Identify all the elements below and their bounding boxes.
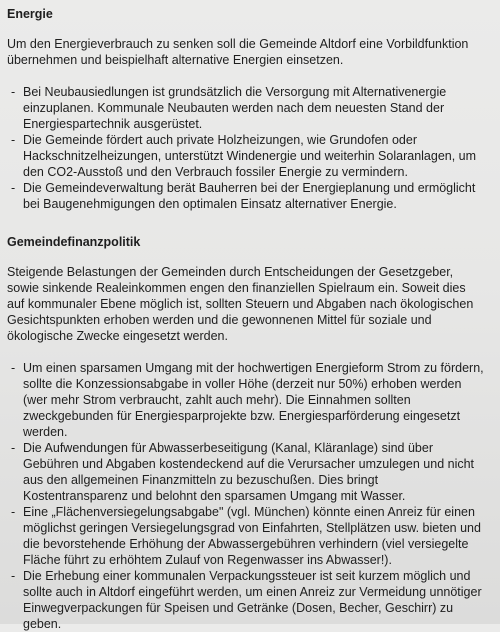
section-intro-gemeindefinanzpolitik: Steigende Belastungen der Gemeinden durch Entscheidungen der Gesetzgeber, sowie sinkende Realeinkommen engen den finanziellen Spielraum ein. Soweit dies auf kommunaler Ebene möglich ist, sollten Steuern und Abgaben nach ökologischen Gesichtspunkten erhoben werden und die gewonnenen Mittel für soziale und ökologische Zwecke eingesetzt werden.: [7, 265, 474, 343]
list-item: - Die Aufwendungen für Abwasserbeseitigung (Kanal, Kläranlage) sind über Gebühren und Abgaben kostendeckend auf die Verursacher umzulegen und nicht aus den allgemeinen Finanzmitteln zu bezuschußen. Dies bringt Kostentransparenz und belohnt den sparsamen Umgang mit Wasser.: [7, 440, 486, 504]
section-heading-gemeindefinanzpolitik: Gemeindefinanzpolitik: [7, 235, 141, 249]
section-intro-energie: Um den Energieverbrauch zu senken soll die Gemeinde Altdorf eine Vorbildfunktion übernehmen und beispielhaft alternative Energien einsetzen.: [7, 37, 469, 67]
list-item: - Um einen sparsamen Umgang mit der hochwertigen Energieform Strom zu fördern, sollte die Konzessionsabgabe in voller Höhe (derzeit nur 50%) erhoben werden (wer mehr Strom verbraucht, zahlt auch mehr). Die Einnahmen sollten zweckgebunden für Energiesparprojekte bzw. Energiesparförderung eingesetzt werden.: [7, 360, 486, 440]
list-item: - Die Erhebung einer kommunalen Verpackungssteuer ist seit kurzem möglich und sollte auch in Altdorf eingeführt werden, um einen Anreiz zur Vermeidung unnötiger Einwegverpackungen für Speisen und Getränke (Dosen, Becher, Geschirr) zu geben.: [7, 568, 486, 632]
list-item: - Eine „Flächenversiegelungsabgabe" (vgl. München) könnte einen Anreiz für einen möglichst geringen Versiegelungsgrad von Einfahrten, Stellplätzen usw. bieten und die bevorstehende Erhöhung der Abwassergebühren verhindern (viel versiegelte Fläche führt zu erhöhtem Zulauf von Regenwasser ins Abwasser!).: [7, 504, 486, 568]
bullet-list-gemeindefinanzpolitik: [7, 360, 486, 632]
list-item: - Die Gemeinde fördert auch private Holzheizungen, wie Grundofen oder Hackschnitzelheizungen, unterstützt Windenergie und weiterhin Solaranlagen, um den CO2-Ausstoß und den Verbrauch fossiler Energie zu vermindern.: [7, 132, 486, 180]
bullet-list-energie: [7, 84, 486, 212]
list-item: - Die Gemeindeverwaltung berät Bauherren bei der Energieplanung und ermöglicht bei Baugenehmigungen den optimalen Einsatz alternativer Energie.: [7, 180, 486, 212]
list-item: - Bei Neubausiedlungen ist grundsätzlich die Versorgung mit Alternativenergie einzuplanen. Kommunale Neubauten werden nach dem neuesten Stand der Energiespartechnik ausgerüstet.: [7, 84, 486, 132]
section-heading-energie: Energie: [7, 7, 53, 21]
